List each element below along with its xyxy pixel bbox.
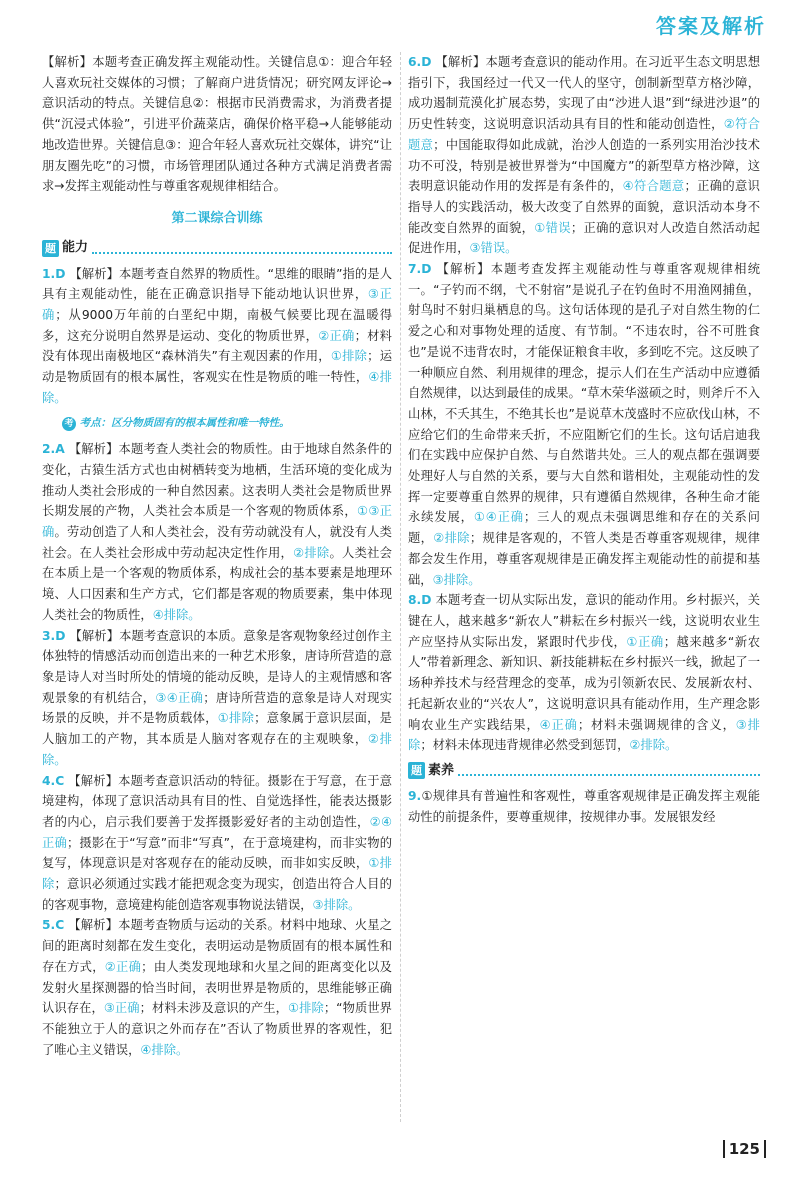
answer-judgement: ③④正确 (155, 690, 204, 705)
dotted-rule (92, 243, 392, 254)
analysis-text: ；材料未体现违背规律必然受到惩罚， (420, 738, 630, 753)
key-point-text: 考点：区分物质固有的根本属性和唯一特性。 (79, 416, 290, 429)
analysis-text: ；越来越多“新农人”带着新理念、新知识、新技能耕耘在乡村振兴一线，掀起了一场种养技术与经营理念的变革，成为引领新农民、发展新农村、托起新农业的“兴农人”，这说明意识具有能动作用，生产理念影响农业生产实践结果， (408, 634, 760, 732)
answer-judgement: ③正确 (103, 1001, 140, 1016)
answer-judgement: ②符合题意 (408, 117, 760, 152)
question-5 (42, 915, 392, 1060)
answer-option: D (421, 593, 432, 608)
answer-judgement: ③错误。 (469, 241, 518, 256)
section-ability-header (42, 238, 392, 260)
answer-judgement: ②正确 (318, 328, 355, 343)
answer-option: A (55, 442, 65, 457)
section-literacy-icon: 题 (408, 762, 425, 779)
answer-judgement: ①错误 (534, 220, 571, 235)
answer-option: C (55, 773, 65, 788)
left-column (42, 52, 392, 1060)
question-number: 5. (42, 918, 56, 933)
analysis-text: ；三人的观点未强调思维和存在的关系问题， (408, 510, 760, 546)
analysis-text: ；正确的意识指导人的实践活动，极大改变了自然界的面貌，意识活动本身不能改变自然界的面貌， (408, 179, 760, 235)
analysis-text: ；材料没有体现出南极地区“森林消失”有主观因素的作用， (42, 328, 392, 364)
section-literacy-label: 素养 (428, 762, 455, 778)
answer-judgement: ②排除 (433, 531, 470, 546)
analysis-text: 【解析】本题考查发挥主观能动性与尊重客观规律相统一。“子钓而不纲，弋不射宿”是说孔子在钓鱼时不用渔网捕鱼，射鸟时不射归巢栖息的鸟。这句话体现的是孔子对自然生物的仁爱之心和对事物处理的适度、有节制。“不违农时，谷不可胜食也”是说不违背农时，才能保证粮食丰收，多到吃不完。这反映了一种顺应自然、利用规律的理念，提示人们在生产活动中应遵循自然规律，以达到最佳的成果。“草木荣华滋硕之时，则斧斤不入山林，不夭其生，不绝其长也”是说草木茂盛时不应砍伐山林，不应给它们的生命带来夭折，不应阻断它们的生长。这句话启迪我们在实践中应保护自然、与自然谐共处。三人的观点都在强调要处理好人与自然的关系，要与大自然和谐相处，主观能动性的发挥一定要尊重自然界的规律，只有遵循自然规律，各种生命才能永续发展， (408, 262, 760, 525)
analysis-text: ；正确的意识对人改造自然活动起促进作用， (408, 220, 760, 256)
question-number: 1. (42, 266, 56, 281)
answer-judgement: ①排除 (330, 349, 368, 364)
analysis-text: 【解析】本题考查人类社会的物质性。由于地球自然条件的变化，古猿生活方式也由树栖转变为地栖，生活环境的变化成为推动人类社会形成的一种自然因素。这表明人类社会是物质世界长期发展的产物，人类社会本质是一个客观的物质体系， (42, 442, 392, 519)
right-column (408, 52, 760, 827)
analysis-text: 【解析】本题考查意识的能动作用。在习近平生态文明思想指引下，我国经过一代又一代人的坚守，创制新型草方格沙障，成功遏制荒漠化扩展态势，实现了由“沙进人退”到“绿进沙退”的历史性转变，这说明意识活动具有目的性和能动创造性， (408, 55, 760, 132)
analysis-text: 【解析】本题考查意识的本质。意象是客观物象经过创作主体独特的情感活动而创造出来的一种艺术形象，唐诗所营造的意象是诗人对当时所处的情境的能动反映，是诗人的主观情感和客观景象的有机结合， (42, 628, 392, 705)
answer-judgement: ①排除 (42, 856, 392, 892)
answer-judgement: ①④正确 (473, 510, 524, 525)
question-8 (408, 590, 760, 756)
analysis-text: 【解析】本题考查意识活动的特征。摄影在于写意，在于意境建构，体现了意识活动具有目的性、自觉选择性，能表达摄影者的内心，启示我们要善于发挥摄影爱好者的主动创造性， (42, 773, 392, 829)
analysis-text: ；由人类发现地球和火星之间的距离变化以及发射火星探测器的恰当时间，表明世界是物质的，思维能够正确认识存在， (42, 959, 392, 1016)
analysis-text: ；“物质世界不能独立于人的意识之外而存在”否认了物质世界的客观性，犯了唯心主义错误， (42, 1001, 392, 1057)
answer-judgement: ④排除。 (140, 1042, 189, 1057)
question-3 (42, 626, 392, 771)
question-7 (408, 259, 760, 590)
key-point-note (62, 413, 392, 434)
section-title: 第二课综合训练 (171, 210, 263, 226)
question-1 (42, 264, 392, 409)
question-number: 4. (42, 773, 56, 788)
answer-judgement: ④正确 (539, 717, 578, 732)
answer-judgement: ①③正确 (42, 504, 392, 540)
analysis-text: 。劳动创造了人和人类社会，没有劳动就没有人，就没有人类社会。在人类社会形成中劳动起决定性作用， (42, 525, 392, 560)
answer-judgement: ③正确 (42, 287, 392, 323)
answer-judgement: ③排除。 (312, 897, 361, 912)
answer-judgement: ①排除 (288, 1001, 324, 1016)
answer-judgement: ②排除。 (629, 738, 678, 753)
header-title: 答案及解析 (656, 14, 766, 38)
section-ability-label: 能力 (62, 240, 89, 256)
question-number: 7. (408, 262, 422, 277)
analysis-text: ；从9000万年前的白垩纪中期，南极气候要比现在温暖得多，这充分说明自然界是运动、变化的物质世界， (42, 308, 392, 343)
question-9 (408, 786, 760, 827)
page-number: 125 (723, 1140, 766, 1158)
analysis-text: ；中国能取得如此成就，治沙人创造的一系列实用治沙技术功不可没，特别是被世界誉为“中国魔方”的新型草方格沙障，这表明意识能动作用的发挥是有条件的， (408, 137, 760, 194)
answer-option: D (421, 55, 432, 69)
answer-judgement: ②正确 (104, 959, 142, 974)
answer-option: D (421, 262, 432, 277)
section-literacy-header (408, 760, 760, 782)
answer-judgement: ①正确 (626, 634, 664, 649)
answer-judgement: ①排除 (217, 711, 255, 726)
answer-judgement: ④符合题意 (622, 179, 685, 194)
analysis-text: 【解析】本题考查物质与运动的关系。材料中地球、火星之间的距离时刻都在发生变化，表明运动是物质固有的根本属性和存在方式， (42, 918, 392, 974)
section-ability-icon: 题 (42, 240, 59, 257)
key-point-icon: 考 (62, 417, 76, 431)
analysis-text: ；材料未强调规律的含义， (577, 717, 736, 732)
question-6 (408, 52, 760, 259)
analysis-text: ；材料未涉及意识的产生， (139, 1001, 289, 1016)
question-number: 3. (42, 628, 56, 643)
question-number: 8. (408, 593, 422, 608)
answer-judgement: ②排除 (293, 545, 330, 560)
answer-judgement: ④排除。 (152, 607, 201, 622)
question-number: 6. (408, 55, 422, 69)
analysis-text: 【解析】本题考查自然界的物质性。“思维的眼睛”指的是人具有主观能动性，能在正确意识指导下能动地认识世界， (42, 266, 392, 302)
dotted-rule (458, 765, 760, 776)
analysis-text: ；意识必须通过实践才能把观念变为现实，创造出符合人目的的客观事物，意境建构能创造客观事物说法错误， (42, 877, 392, 912)
answer-judgement: ③排除 (408, 717, 760, 753)
analysis-text: ；唐诗所营造的意象是诗人对现实场景的反映，并不是物质载体， (42, 690, 392, 726)
analysis-text: 本题考查一切从实际出发，意识的能动作用。乡村振兴，关键在人，越来越多“新农人”耕耘在乡村振兴一线，这说明农业生产应坚持从实际出发，紧跟时代步伐， (408, 593, 760, 649)
answer-judgement: ③排除。 (432, 572, 481, 587)
intro-analysis: 【解析】本题考查正确发挥主观能动性。关键信息①：迎合年轻人喜欢玩社交媒体的习惯；了解商户进货情况；研究网友评论→意识活动的特点。关键信息②：根据市民消费需求，为消费者提供“沉浸式体验”，引进平价蔬菜店，确保价格平稳→人能够能动地改造世界。关键信息③：迎合年轻人喜欢玩社交媒体，讲究“让朋友圈先吃”的习惯，市场管理团队通过各种方式满足消费者需求→发挥主观能动性与尊重客观规律相结合。 (42, 55, 392, 194)
analysis-text: ；规律是客观的，不管人类是否尊重客观规律，规律都会发生作用，尊重客观规律是正确发挥主观能动性的前提和基础， (408, 531, 760, 587)
question-number: 2. (42, 442, 56, 457)
answer-option: D (55, 266, 66, 281)
answer-judgement: ②排除。 (42, 732, 392, 767)
answer-judgement: ④排除。 (42, 370, 392, 405)
analysis-text: ；意象属于意识层面，是人脑加工的产物，其本质是人脑对客观存在的主观映象， (42, 711, 392, 747)
answer-option: C (55, 918, 65, 933)
analysis-text: 。人类社会在本质上是一个客观的物质体系，构成社会的基本要素是地理环境、人口因素和生产方式，它们都是客观的物质要素，集中体现人类社会的物质性， (42, 545, 392, 622)
question-number: 9. (408, 788, 422, 803)
analysis-text: ；运动是物质固有的根本属性，客观实在性是物质的唯一特性， (42, 349, 392, 385)
column-divider (400, 52, 401, 1122)
answer-judgement: ②④正确 (42, 814, 392, 850)
question-4 (42, 771, 392, 916)
question-9-text: ①规律具有普遍性和客观性，尊重客观规律是正确发挥主观能动性的前提条件，要尊重规律，按规律办事。发展银发经 (408, 788, 760, 824)
question-2 (42, 439, 392, 625)
answer-option: D (55, 628, 66, 643)
analysis-text: ；摄影在于“写意”而非“写真”，在于意境建构，而非实物的复写，体现意识是对客观存在的能动反映，而非如实反映， (42, 835, 392, 871)
